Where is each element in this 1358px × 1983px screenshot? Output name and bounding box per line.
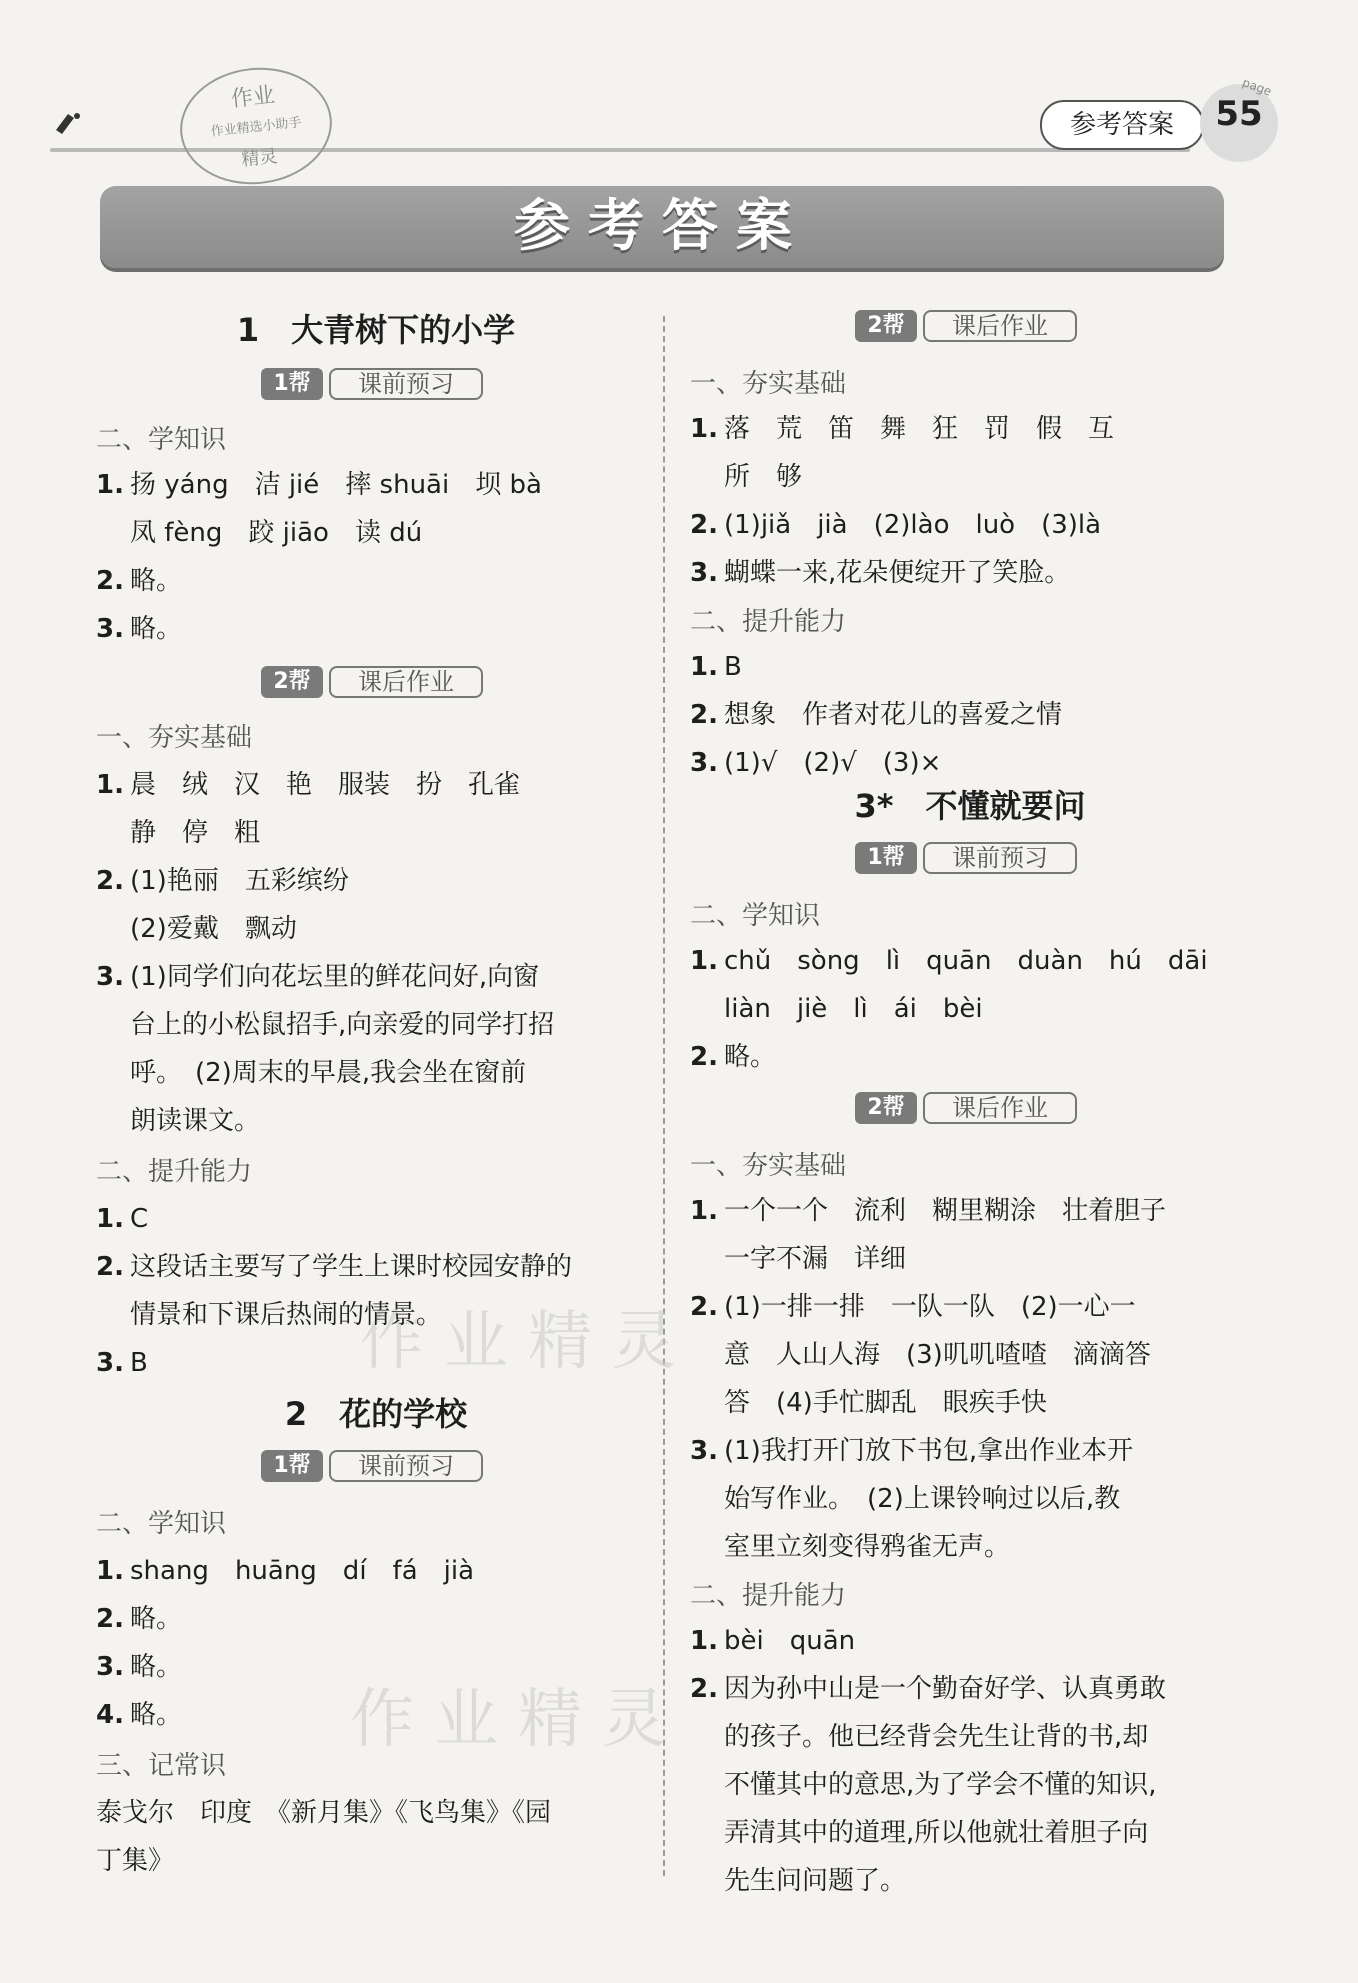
column-divider — [663, 316, 665, 1876]
answer-line: 2. 略。 — [96, 1604, 183, 1634]
answer-line: 1. 扬 yáng 洁 jié 摔 shuāi 坝 bà — [96, 470, 542, 500]
answer-line: 2. 想象 作者对花儿的喜爱之情 — [690, 700, 1063, 730]
watermark: 作业精灵 — [350, 1683, 686, 1757]
section-heading: 二、提升能力 — [96, 1157, 253, 1187]
answer-line: 室里立刻变得鸦雀无声。 — [724, 1532, 1011, 1562]
answer-line: 1. C — [96, 1204, 149, 1234]
answer-line: 丁集》 — [96, 1846, 175, 1876]
answer-line: 始写作业。 (2)上课铃响过以后,教 — [724, 1484, 1121, 1514]
answer-line: 1. shang huāng dí fá jià — [96, 1556, 475, 1586]
answer-line: 2. (1)一排一排 一队一队 (2)一心一 — [690, 1292, 1136, 1322]
section-heading: 二、提升能力 — [690, 607, 847, 637]
answer-tag: 参考答案 — [1040, 100, 1204, 150]
answer-line: 3. (1)同学们向花坛里的鲜花问好,向窗 — [96, 962, 540, 992]
answer-line: 3. 蝴蝶一来,花朵便绽开了笑脸。 — [690, 558, 1071, 588]
answer-line: 1. 晨 绒 汉 艳 服装 扮 孔雀 — [96, 770, 521, 800]
answer-line: 答 (4)手忙脚乱 眼疾手快 — [724, 1388, 1047, 1418]
page-word: page — [1240, 75, 1274, 99]
section-heading: 二、提升能力 — [690, 1581, 847, 1611]
answer-line: (2)爱戴 飘动 — [130, 914, 297, 944]
page-number: 55 — [1215, 94, 1263, 134]
preview-tag: 1帮 课前预习 — [96, 368, 656, 404]
answer-line: 1. bèi quān — [690, 1626, 856, 1656]
section-heading: 三、记常识 — [96, 1751, 227, 1781]
answer-line: 1. 一个一个 流利 糊里糊涂 壮着胆子 — [690, 1196, 1167, 1226]
preview-tag: 1帮 课前预习 — [96, 1450, 656, 1486]
answer-line: 弄清其中的道理,所以他就壮着胆子向 — [724, 1818, 1149, 1848]
section-heading: 一、夯实基础 — [96, 723, 253, 753]
answer-line: liàn jiè lì ái bèi — [724, 994, 983, 1024]
section-heading: 二、学知识 — [690, 901, 821, 931]
watermark: 作业精灵 — [360, 1305, 696, 1379]
homework-tag: 2帮 课后作业 — [96, 666, 656, 702]
answer-line: 2. 略。 — [690, 1042, 777, 1072]
answer-line: 先生问问题了。 — [724, 1866, 907, 1896]
answer-line: 1. B — [690, 652, 742, 682]
answer-line: 不懂其中的意思,为了学会不懂的知识, — [724, 1770, 1157, 1800]
answer-line: 2. 这段话主要写了学生上课时校园安静的 — [96, 1252, 573, 1282]
answer-line: 凤 fèng 跤 jiāo 读 dú — [130, 518, 423, 548]
answer-line: 3. (1)√ (2)√ (3)× — [690, 748, 942, 778]
answer-line: 3. B — [96, 1348, 148, 1378]
answer-line: 一字不漏 详细 — [724, 1244, 907, 1274]
answer-line: 所 够 — [724, 462, 803, 492]
lesson-title: 3* 不懂就要问 — [854, 787, 1086, 825]
answer-line: 1. chǔ sòng lì quān duàn hú dāi — [690, 946, 1208, 976]
answer-line: 的孩子。他已经背会先生让背的书,却 — [724, 1722, 1149, 1752]
answer-line: 2. 因为孙中山是一个勤奋好学、认真勇敢 — [690, 1674, 1167, 1704]
lesson-title: 1 大青树下的小学 — [236, 311, 516, 349]
answer-line: 3. 略。 — [96, 614, 183, 644]
lesson-title: 2 花的学校 — [284, 1395, 468, 1433]
answer-line: 2. (1)jiǎ jià (2)lào luò (3)là — [690, 510, 1102, 540]
answer-line: 3. (1)我打开门放下书包,拿出作业本开 — [690, 1436, 1134, 1466]
answer-line: 呼。 (2)周末的早晨,我会坐在窗前 — [130, 1058, 527, 1088]
section-heading: 二、学知识 — [96, 1509, 227, 1539]
answer-line: 3. 略。 — [96, 1652, 183, 1682]
preview-tag: 1帮 课前预习 — [690, 842, 1250, 878]
answer-line: 2. 略。 — [96, 566, 183, 596]
section-heading: 一、夯实基础 — [690, 1151, 847, 1181]
answer-line: 4. 略。 — [96, 1700, 183, 1730]
banner-title: 参考答案 — [514, 194, 810, 259]
homework-tag: 2帮 课后作业 — [690, 310, 1250, 346]
homework-tag: 2帮 课后作业 — [690, 1092, 1250, 1128]
answer-line: 泰戈尔 印度 《新月集》《飞鸟集》《园 — [96, 1798, 552, 1828]
answer-line: 意 人山人海 (3)叽叽喳喳 滴滴答 — [724, 1340, 1151, 1370]
answer-line: 朗读课文。 — [130, 1106, 261, 1136]
answer-line: 台上的小松鼠招手,向亲爱的同学打招 — [130, 1010, 555, 1040]
stamp-logo: 作业 作业精选小助手 精灵 — [174, 60, 337, 191]
answer-line: 情景和下课后热闹的情景。 — [130, 1300, 443, 1330]
answer-line: 2. (1)艳丽 五彩缤纷 — [96, 866, 349, 896]
answer-line: 静 停 粗 — [130, 818, 261, 848]
section-heading: 一、夯实基础 — [690, 369, 847, 399]
answer-line: 1. 落 荒 笛 舞 狂 罚 假 互 — [690, 414, 1115, 444]
pen-icon — [52, 108, 82, 138]
section-heading: 二、学知识 — [96, 425, 227, 455]
